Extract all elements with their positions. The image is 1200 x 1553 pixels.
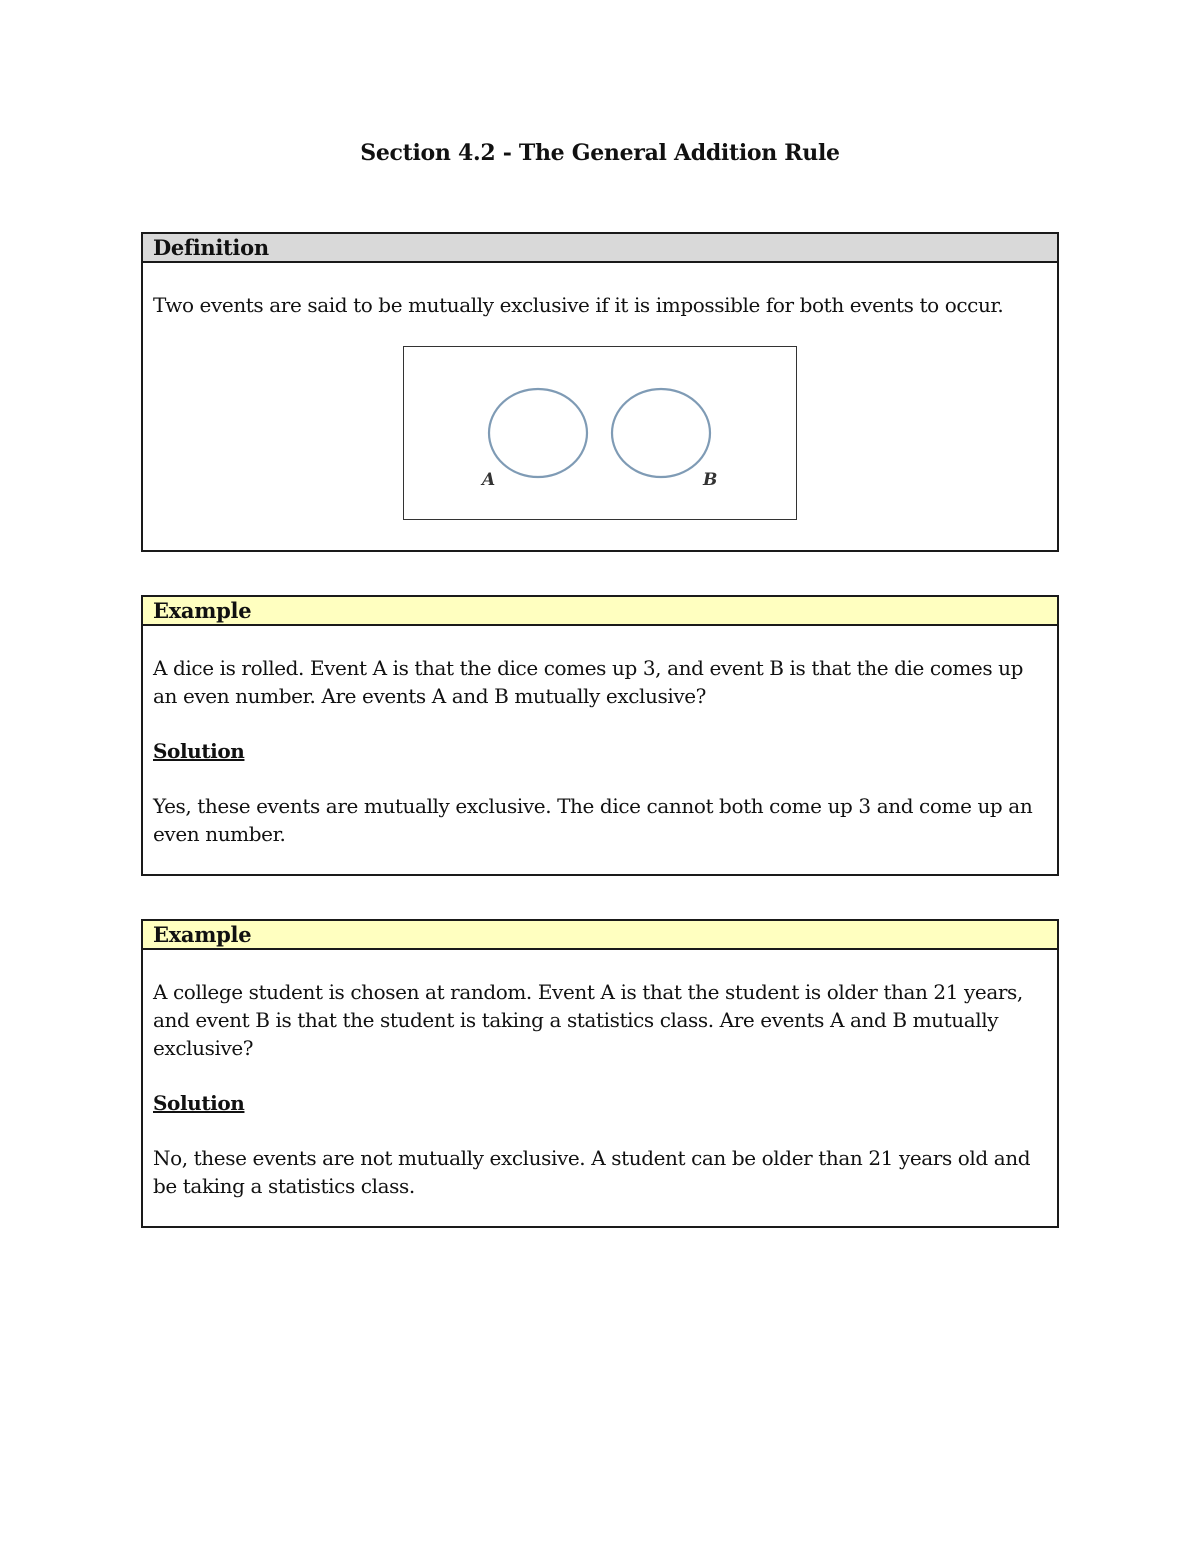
example-box-2: [141, 919, 1059, 1228]
example-1-body: [143, 654, 1057, 848]
page-title: Section 4.2 - The General Addition Rule: [360, 140, 840, 166]
venn-circle-b: [612, 389, 710, 477]
example-1-question: A dice is rolled. Event A is that the dice comes up 3, and event B is that the die comes up an even number. Are events A and B mutually exclusive?: [153, 656, 1024, 708]
definition-box: [141, 232, 1059, 552]
example-2-solution-label: Solution: [153, 1091, 245, 1115]
example-2-header: Example: [143, 921, 1057, 950]
venn-diagram: [403, 346, 797, 520]
venn-label-a: A: [482, 470, 496, 490]
example-2-solution: No, these events are not mutually exclusive. A student can be older than 21 years old and be taking a statistics class.: [153, 1146, 1031, 1198]
example-1-solution: Yes, these events are mutually exclusive. The dice cannot both come up 3 and come up an even number.: [153, 794, 1033, 846]
venn-circle-a: [489, 389, 587, 477]
example-1-header: Example: [143, 597, 1057, 626]
example-1-solution-label: Solution: [153, 739, 245, 763]
example-box-1: [141, 595, 1059, 876]
venn-label-b: B: [703, 470, 718, 490]
example-2-body: [143, 978, 1057, 1200]
definition-header: Definition: [143, 234, 1057, 263]
venn-diagram-svg: [404, 347, 796, 519]
example-2-question: A college student is chosen at random. Event A is that the student is older than 21 years, and event B is that the student is taking a statistics class. Are events A and B mutually exclusive?: [153, 980, 1023, 1060]
definition-text: Two events are said to be mutually exclusive if it is impossible for both events to occur.: [153, 293, 1004, 317]
definition-body: [143, 291, 1057, 319]
